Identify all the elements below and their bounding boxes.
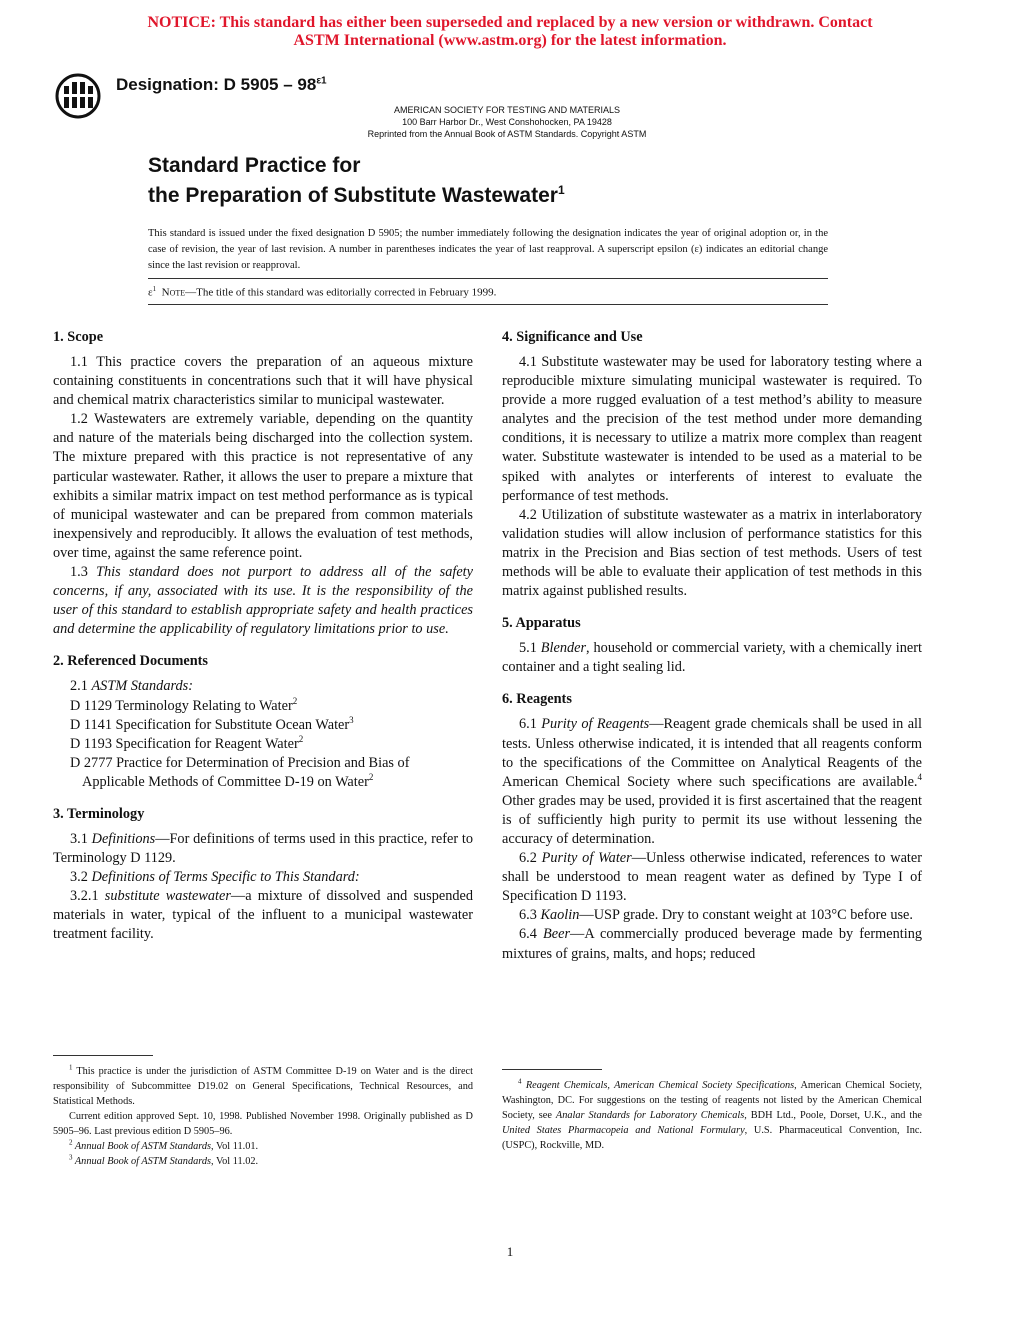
ref-d2777 bbox=[53, 754, 473, 792]
right-footnote-rule bbox=[502, 1069, 602, 1070]
para-4-1: 4.1 Substitute wastewater may be used for laboratory testing where a reproducible mixture simulating municipal wastewater is required. To provide a more rugged evaluation of a test method’s ability to measure analytes and the precision of the test method under more demanding conditions, it is necessary to utilize a matrix more complex than reagent water. Substitute wastewater is intended to be used as a material to be spiked with analytes or interferents of interest to evaluate the performance of test methods. bbox=[502, 354, 922, 504]
para-2-1 bbox=[53, 677, 473, 696]
para-3-2-text: Definitions of Terms Specific to This Standard: bbox=[91, 869, 360, 886]
para-6-2-number: 6.2 bbox=[519, 850, 542, 867]
left-footnotes bbox=[53, 1064, 473, 1169]
title-line-2: the Preparation of Substitute Wastewater bbox=[148, 184, 558, 207]
para-3-2 bbox=[53, 868, 473, 887]
para-6-1 bbox=[502, 715, 922, 849]
designation bbox=[116, 75, 327, 95]
society-block bbox=[300, 104, 714, 140]
ref-d1193 bbox=[53, 735, 473, 754]
astm-logo-icon bbox=[54, 72, 102, 120]
para-6-3-term: Kaolin bbox=[540, 907, 580, 924]
para-6-2 bbox=[502, 849, 922, 906]
ref-d2777-text: D 2777 Practice for Determination of Precision and Bias of Applicable Methods of Committee D-19 on Water bbox=[70, 754, 410, 790]
footnote-4-text-a: , American Chemical Society, Washington, DC. For suggestions on the testing of reagents not listed by the American Chemical Society, see bbox=[502, 1080, 922, 1121]
para-1-3-text: This standard does not purport to address all of the safety concerns, if any, associated with its use. It is the responsibility of the user of this standard to establish appropriate safety and health practices and determine the applicability of regulatory limitations prior to use. bbox=[53, 564, 473, 638]
para-3-1-text: —For definitions of terms used in this practice, refer to Terminology D 1129. bbox=[53, 830, 473, 867]
left-footnote-rule bbox=[53, 1055, 153, 1056]
epsilon-note bbox=[148, 285, 496, 299]
para-3-1-term: Definitions bbox=[91, 830, 156, 847]
para-1-3 bbox=[53, 563, 473, 639]
para-3-1-number: 3.1 bbox=[70, 830, 92, 847]
section-4-heading: 4. Significance and Use bbox=[502, 329, 643, 345]
ref-d1129-footnote: 2 bbox=[292, 695, 298, 706]
para-1-3-number: 1.3 bbox=[70, 564, 97, 581]
page-number: 1 bbox=[506, 1244, 514, 1259]
para-6-4-term: Beer bbox=[543, 926, 571, 943]
para-3-1 bbox=[53, 830, 473, 868]
para-6-1-number: 6.1 bbox=[519, 716, 542, 733]
para-5-1-term: Blender bbox=[540, 640, 587, 657]
para-6-2-term: Purity of Water bbox=[541, 850, 632, 867]
para-6-1-footnote: 4 bbox=[917, 771, 922, 782]
para-6-4-number: 6.4 bbox=[519, 926, 544, 943]
footnote-4-usp: United States Pharmacopeia and National Formulary bbox=[502, 1125, 745, 1136]
designation-text: Designation: D 5905 – 98 bbox=[116, 75, 317, 94]
footnote-4-text-c: , U.S. Pharmaceutical Convention, Inc. (USPC), Rockville, MD. bbox=[502, 1125, 922, 1151]
issuance-statement: This standard is issued under the fixed designation D 5905; the number immediately following the designation indicates the year of original adoption or, in the case of revision, the year of last revision. A number in parentheses indicates the year of last reapproval. A superscript epsilon (ε) indicates an editorial change since the last revision or reapproval. bbox=[148, 228, 828, 271]
society-reprint: Reprinted from the Annual Book of ASTM Standards. Copyright ASTM bbox=[367, 129, 647, 139]
para-6-1-text-b: Other grades may be used, provided it is first ascertained that the reagent is of sufficiently high purity to permit its use without lessening the accuracy of determination. bbox=[502, 792, 922, 847]
para-1-1: 1.1 This practice covers the preparation of an aqueous mixture containing constituents in concentrations such that it will have physical and chemical matrix characteristics similar to municipal wastewater. bbox=[53, 354, 473, 409]
para-5-1-number: 5.1 bbox=[519, 640, 541, 657]
para-4-2: 4.2 Utilization of substitute wastewater as a matrix in interlaboratory validation studies will allow inclusion of performance statistics for this matrix in the Precision and Bias section of test methods. Users of test methods will be able to evaluate their application of test methods in this matrix against published results. bbox=[502, 506, 922, 600]
society-name: AMERICAN SOCIETY FOR TESTING AND MATERIALS bbox=[393, 105, 621, 115]
para-3-2-1 bbox=[53, 887, 473, 944]
para-6-1-text-a: —Reagent grade chemicals shall be used in all tests. Unless otherwise indicated, it is intended that all reagents conform to the specifications of the Committee on Analytical Reagents of the American Chemical Society where such specifications are available. bbox=[502, 716, 922, 790]
para-2-1-text: ASTM Standards: bbox=[91, 678, 193, 695]
footnote-1-mark: 1 bbox=[69, 1063, 73, 1072]
note-label: Note bbox=[161, 286, 186, 299]
ref-d1141-footnote: 3 bbox=[349, 714, 354, 725]
designation-superscript: ε1 bbox=[316, 75, 327, 87]
para-6-4 bbox=[502, 925, 922, 963]
para-1-2: 1.2 Wastewaters are extremely variable, depending on the quantity and nature of the materials being discharged into the collection system. The mixture prepared with this practice is not representative of any particular wastewater. Rather, it allows the user to prepare a mixture that exhibits a similar matrix impact on test method performance as is typical of municipal wastewater and can be prepared from common materials inexpensively and reproducibly. It allows the evaluation of test methods, over time, against the same reference point. bbox=[53, 411, 473, 561]
ref-d1141 bbox=[53, 716, 473, 735]
section-6-heading: 6. Reagents bbox=[502, 691, 572, 708]
right-column bbox=[502, 328, 922, 964]
ref-d1141-text: D 1141 Specification for Substitute Ocean Water bbox=[70, 716, 350, 733]
footnote-1-text: This practice is under the jurisdiction of ASTM Committee D-19 on Water and is the direct responsibility of Subcommittee D19.02 on General Specifications, Technical Resources, and Statistical Methods. bbox=[53, 1066, 473, 1107]
ref-d2777-footnote: 2 bbox=[368, 772, 374, 783]
footnote-1-edition: Current edition approved Sept. 10, 1998. Published November 1998. Originally published as D 5905–96. Last previous edition D 5905–96. bbox=[53, 1111, 473, 1137]
notice-line-2: ASTM International (www.astm.org) for the latest information. bbox=[293, 32, 727, 49]
para-5-1-text: , household or commercial variety, with a chemically inert container and a tight sealing lid. bbox=[502, 640, 922, 676]
para-6-2-text: —Unless otherwise indicated, references to water shall be understood to mean reagent water as defined by Type I of Specification D 1193. bbox=[502, 850, 922, 905]
para-6-3-number: 6.3 bbox=[519, 907, 541, 924]
section-2-heading: 2. Referenced Documents bbox=[53, 653, 208, 670]
footnote-3-mark: 3 bbox=[69, 1153, 73, 1162]
footnote-2 bbox=[53, 1139, 473, 1154]
footnote-3-title: Annual Book of ASTM Standards bbox=[72, 1156, 212, 1167]
para-3-2-number: 3.2 bbox=[70, 869, 92, 886]
footnote-2-volume: , Vol 11.01. bbox=[211, 1141, 259, 1152]
notice-line-1: NOTICE: This standard has either been superseded and replaced by a new version or withdrawn. Contact bbox=[147, 14, 873, 31]
title-line-1: Standard Practice for bbox=[148, 154, 361, 177]
footnote-3 bbox=[53, 1154, 473, 1169]
footnote-2-mark: 2 bbox=[69, 1138, 73, 1147]
para-5-1 bbox=[502, 639, 922, 677]
para-6-4-text: —A commercially produced beverage made by fermenting mixtures of grains, malts, and hops; reduced bbox=[502, 926, 923, 962]
para-6-3-text: —USP grade. Dry to constant weight at 103°C before use. bbox=[579, 907, 913, 924]
footnote-2-title: Annual Book of ASTM Standards bbox=[72, 1141, 212, 1152]
section-1-heading: 1. Scope bbox=[53, 329, 104, 345]
footnote-4-title: Reagent Chemicals, American Chemical Society Specifications bbox=[521, 1080, 795, 1091]
left-column bbox=[53, 328, 473, 945]
epsilon-mark: ε bbox=[148, 286, 153, 299]
footnote-4-analar: Analar Standards for Laboratory Chemicals bbox=[555, 1110, 745, 1121]
note-divider bbox=[148, 304, 828, 305]
document-title bbox=[148, 154, 565, 208]
para-2-1-number: 2.1 bbox=[70, 678, 92, 695]
note-text: —The title of this standard was editorially corrected in February 1999. bbox=[185, 286, 497, 299]
header-divider bbox=[148, 278, 828, 279]
footnote-4 bbox=[502, 1078, 922, 1153]
para-3-2-1-term: substitute wastewater bbox=[104, 888, 231, 905]
ref-d1193-text: D 1193 Specification for Reagent Water bbox=[70, 735, 299, 752]
para-3-2-1-text: —a mixture of dissolved and suspended materials in water, typical of the influent to a municipal wastewater treatment facility. bbox=[53, 888, 474, 943]
notice-banner bbox=[0, 14, 1020, 50]
section-3-heading: 3. Terminology bbox=[53, 805, 145, 822]
right-footnotes bbox=[502, 1078, 922, 1153]
title-footnote-mark: 1 bbox=[557, 183, 565, 197]
para-6-1-term: Purity of Reagents bbox=[541, 716, 650, 733]
footnote-4-mark: 4 bbox=[518, 1077, 522, 1086]
epsilon-superscript: 1 bbox=[152, 285, 157, 293]
footnote-4-text-b: , BDH Ltd., Poole, Dorset, U.K., and the bbox=[744, 1110, 922, 1121]
section-5-heading: 5. Apparatus bbox=[502, 615, 581, 632]
para-3-2-1-number: 3.2.1 bbox=[70, 888, 105, 905]
ref-d1193-footnote: 2 bbox=[298, 733, 304, 744]
footnote-1 bbox=[53, 1064, 473, 1109]
society-address: 100 Barr Harbor Dr., West Conshohocken, PA 19428 bbox=[402, 117, 612, 127]
para-6-3 bbox=[502, 906, 922, 925]
footnote-3-volume: , Vol 11.02. bbox=[211, 1156, 259, 1167]
ref-d1129-text: D 1129 Terminology Relating to Water bbox=[70, 697, 293, 714]
ref-d1129 bbox=[53, 697, 473, 716]
